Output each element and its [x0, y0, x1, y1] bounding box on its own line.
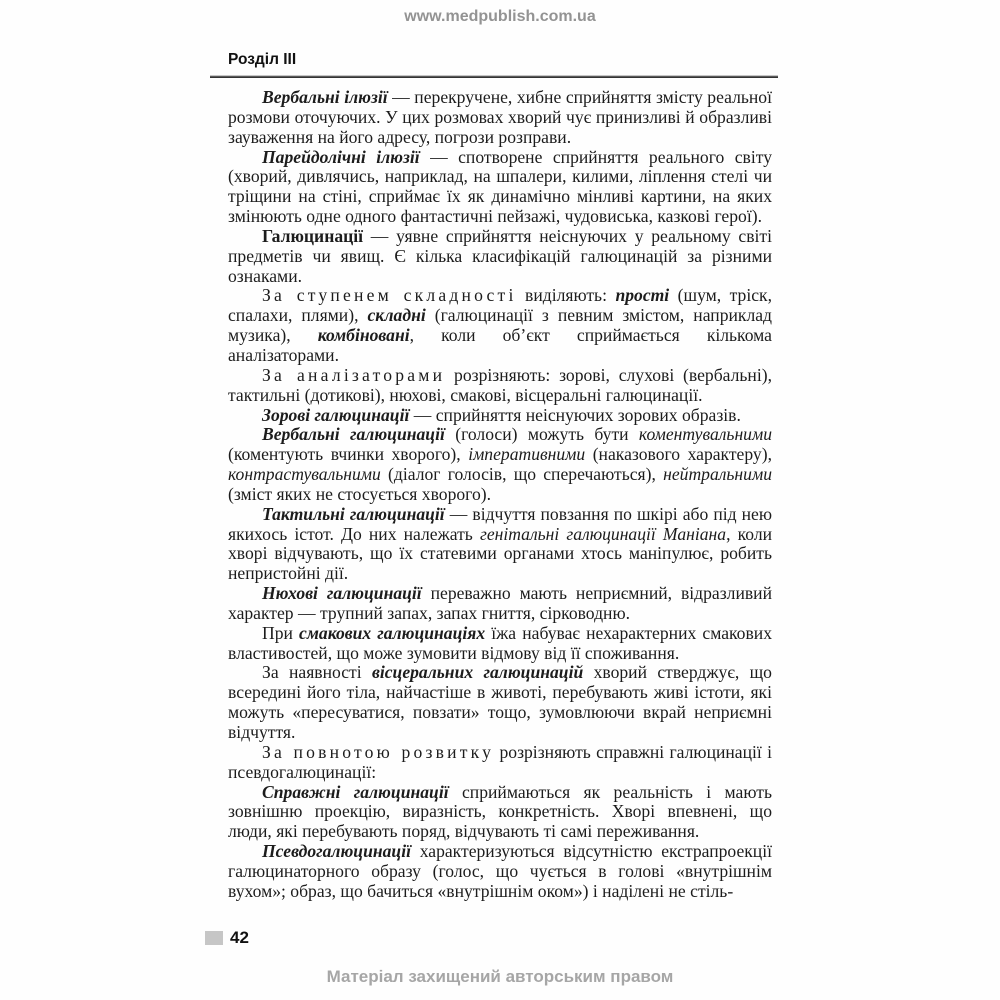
text-run: Зорові галюцинації [262, 404, 410, 425]
text-run: — уявне сприйняття неіснуючих у реальному світі предметів чи явищ. Є кілька класифікацій галюцинацій за різними ознаками. [228, 225, 772, 286]
paragraph [228, 663, 772, 742]
text-run: їжа набуває нехарактерних смакових властивостей, що може зумовити відмову від її споживання. [228, 622, 773, 663]
text-run: При [262, 622, 300, 643]
text-run: хворий стверджує, що всередині його тіла, найчастіше в животі, перебувають живі істоти, які можуть «пересуватися, повзати» тощо, зумовлюючи вкрай неприємні відчуття. [228, 662, 772, 742]
site-url: www.medpublish.com.ua [404, 8, 596, 25]
text-run: — перекручене, хибне сприйняття змісту реальної розмови оточуючих. У цих розмовах хворий чує принизливі й образливі зауваження на його адресу, погрози розправи. [228, 87, 772, 147]
chapter-rule-divider [210, 75, 778, 78]
text-run: Галюцинації [262, 225, 364, 246]
text-run: характеризуються відсутністю екстрапроекції галюцинаторного образу (голос, що чується в голові «внутрішнім вухом»; образ, що бачиться «внутрішнім оком») і наділені не стіль- [228, 841, 772, 901]
text-run: За наявності [262, 662, 372, 683]
page-marker-square [205, 931, 223, 945]
text-run: Псевдогалюцинації [262, 841, 411, 862]
text-run: (наказового характеру), [585, 444, 772, 465]
paragraph [228, 227, 772, 287]
text-run: За ступенем складності [262, 285, 517, 306]
text-run: коментувальними [638, 424, 772, 445]
text-run: , коли хворі відчувають, що їх статевими органами хтось маніпулює, робить непристойні дії. [228, 523, 773, 584]
text-run: (коментують вчинки хворого), [228, 444, 469, 465]
text-run: виділяють: [516, 285, 616, 306]
text-run: прості [615, 285, 670, 306]
text-run: — сприйняття неіснуючих зорових образів. [409, 404, 741, 425]
paragraph [228, 88, 772, 148]
text-run: імперативними [468, 444, 586, 465]
text-run: розрізняють: зорові, слухові (вербальні), тактильні (дотикові), нюхові, смакові, вісцеральні галюцинації. [228, 364, 772, 405]
paragraph [228, 366, 772, 406]
paragraph [228, 425, 772, 504]
paragraph [228, 743, 772, 783]
text-run: контрастувальними [228, 464, 381, 485]
page-number: 42 [230, 928, 249, 947]
text-run: За аналізаторами [262, 364, 446, 385]
paragraph [228, 783, 772, 843]
text-run: Вербальні ілюзії [262, 87, 388, 107]
text-run: (голоси) можуть бути [444, 424, 639, 445]
text-run: розрізняють справжні галюцинації і псевдогалюцинації: [228, 741, 772, 782]
text-run: вісцеральних галюцинацій [371, 662, 584, 683]
text-run: (діалог голосів, що сперечаються), [380, 464, 664, 485]
body-text [228, 88, 772, 902]
paragraph [228, 842, 772, 902]
text-run: , коли об’єкт сприймається кількома аналізаторами. [228, 325, 772, 365]
text-run: За повнотою розвитку [262, 741, 495, 762]
paragraph [228, 148, 772, 227]
text-run: (галюцинації з певним змістом, наприклад музика), [228, 305, 772, 346]
text-run: (зміст яких не стосується хворого). [228, 483, 491, 504]
text-run: Парейдолічні ілюзії [262, 146, 420, 167]
text-run: сприймаються як реальність і мають зовнішню проекцію, виразність, конкретність. Хворі впевнені, що люди, які перебувають поряд, відчувають ті самі переживання. [228, 781, 772, 842]
paragraph [228, 406, 772, 426]
chapter-header: Розділ III [228, 51, 297, 68]
text-run: смакових галюцинаціях [299, 622, 486, 643]
paragraph [228, 505, 772, 584]
paragraph [228, 624, 772, 664]
text-run: переважно мають неприємний, відразливий характер — трупний запах, запах гниття, сірководню. [228, 583, 773, 623]
page-number-row [205, 928, 249, 948]
text-run: Вербальні галюцинації [262, 424, 445, 445]
text-run: комбіновані [317, 325, 410, 346]
text-run: Нюхові галюцинації [262, 583, 422, 604]
text-run: складні [367, 305, 426, 326]
text-run: Справжні галюцинації [262, 781, 449, 802]
paragraph [228, 286, 772, 365]
text-run: нейтральними [663, 464, 772, 485]
text-run: Тактильні галюцинації [262, 503, 445, 524]
paragraph [228, 584, 772, 624]
copyright-note: Матеріал захищений авторським правом [326, 967, 674, 986]
text-run: (шум, тріск, спалахи, плями), [228, 285, 772, 326]
text-run: — відчуття повзання по шкірі або під нею якихось істот. До них належать [228, 503, 772, 544]
text-run: — спотворене сприйняття реального світу (хворий, дивлячись, наприклад, на шпалери, килими, ліплення стелі чи тріщини на стіні, сприймає їх як динамічно мінливі картини, на яких змінюють одне одного фантастичні пейзажі, чудовиська, казкові герої). [228, 146, 772, 227]
text-run: генітальні галюцинації Маніана [479, 523, 727, 544]
